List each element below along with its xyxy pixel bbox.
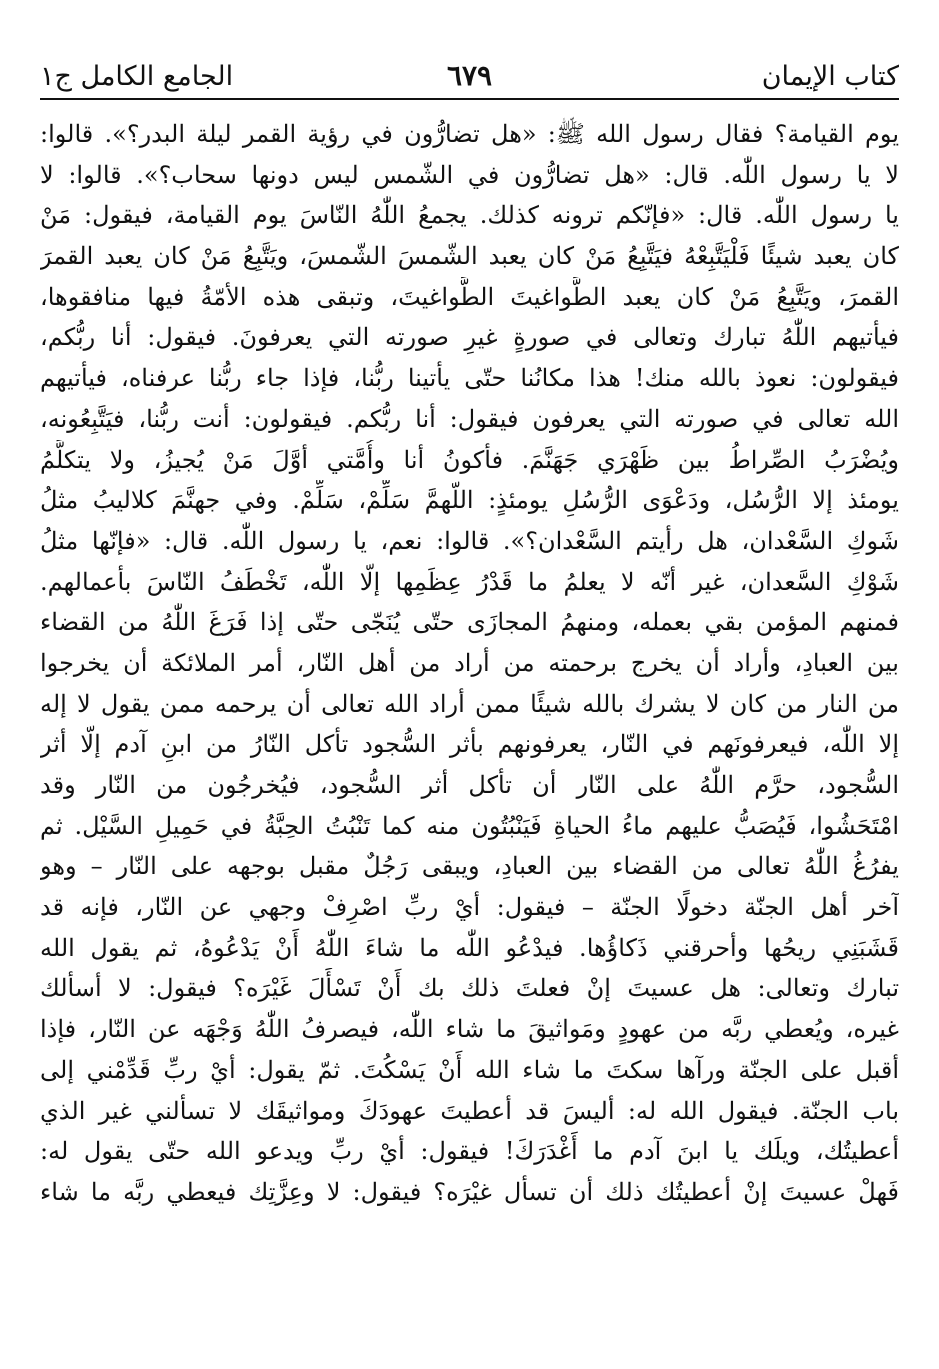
text-line: فمنهم المؤمن بقي بعمله، ومنهمُ المجازَى حتّى يُنَجّى حتّى إذا فَرَغَ اللّٰهُ من القضاء	[40, 608, 899, 637]
text-line: شَوكِ السَّعْدان، هل رأيتم السَّعْدان؟». قالوا: نعم، يا رسول اللّٰه. قال: «فإنّها مثلُ	[40, 526, 899, 555]
text-line: لا يا رسول اللّٰه. قال: «هل تضارُّون في الشّمس ليس دونها سحاب؟». قالوا: لا	[40, 160, 899, 189]
text-line: امْتَحَشُوا، فَيُصَبُّ عليهم ماءُ الحياةِ فَيَنْبُتُون منه كما تَنْبُتُ الحِبَّةُ في حَمِيلِ السَّيْل. ثم	[40, 811, 899, 840]
page-header	[40, 52, 899, 92]
text-line: بين العبادِ، وأراد أن يخرج برحمته من أراد من أهل النّار، أمر الملائكة أن يخرجوا	[40, 648, 899, 677]
text-line: باب الجنّة. فيقول الله له: أليسَ قد أعطيتَ عهودَكَ ومواثيقَك لا تسألني غير الذي	[40, 1096, 899, 1125]
text-line: فَهلْ عسيتَ إنْ أعطيتُك ذلك أن تسأل غيْرَه؟ فيقول: لا وعِزَّتِك فيعطي ربَّه ما شاء	[40, 1177, 899, 1206]
text-line: قَشَبَنِي ريحُها وأحرقني ذَكاؤُها. فيدْعُو اللّٰه ما شاءَ اللّٰهُ أَنْ يَدْعُوهُ، ثم يقول الله	[40, 933, 899, 962]
text-line: الله تعالى في صورته التي يعرفون فيقول: أنا ربُّكم. فيقولون: أنت ربُّنا، فيَتَّبِعُونه،	[40, 404, 899, 433]
text-line: فيأتيهم اللّٰهُ تبارك وتعالى في صورةٍ غيرِ صورته التي يعرفونَ. فيقول: أنا ربُّكم،	[40, 323, 899, 352]
text-line: يفرُغُ اللّٰهُ تعالى من القضاء بين العبادِ، ويبقى رَجُلٌ مقبل بوجهه على النّار – وهو	[40, 852, 899, 881]
text-line: تبارك وتعالى: هل عسيتَ إنْ فعلتَ ذلك بك أَنْ تَسْأَلَ غَيْرَه؟ فيقول: لا أسألك	[40, 974, 899, 1003]
text-line: القمرَ، ويَتَّبِعُ مَنْ كان يعبد الطَّواغيتَ الطَّواغيتَ، وتبقى هذه الأمّةُ فيها منافقوها،	[40, 282, 899, 311]
text-line: يا رسول اللّٰه. قال: «فإنّكم ترونه كذلك. يجمعُ اللّٰهُ النّاسَ يوم القيامة، فيقول: مَنْ	[40, 201, 899, 230]
text-line: غيره، ويُعطي ربَّه من عهودٍ ومَواثيقَ ما شاء اللّٰه، فيصرفُ اللّٰهُ وَجْهَه عن النّار، فإذا	[40, 1015, 899, 1044]
text-line: شَوْكِ السَّعدان، غير أنّه لا يعلمُ ما قَدْرُ عِظَمِها إلّا اللّٰه، تَخْطَفُ النّاسَ بأعمالهم.	[40, 567, 899, 596]
text-line: يومئذ إلا الرُّسُل، ودَعْوَى الرُّسُلِ يومئذٍ: اللّهمَّ سَلِّمْ، سَلِّمْ. وفي جهنَّمَ كلاليبُ مثلُ	[40, 486, 899, 515]
header-rule	[40, 98, 899, 100]
text-line: ويُضْرَبُ الصِّراطُ بين ظَهْرَي جَهَنَّمَ. فأكونُ أنا وأُمَّتي أوَّلَ مَنْ يُجيزُ، ولا يتكلَّمُ	[40, 445, 899, 474]
page-number: ٦٧٩	[446, 59, 493, 92]
text-line: أعطيتُك، ويلَك يا ابنَ آدم ما أَغْدَرَكَ! فيقول: أيْ ربِّ ويدعو الله حتّى يقول له:	[40, 1137, 899, 1166]
text-line: آخر أهل الجنّة دخولًا الجنّة – فيقول: أيْ ربِّ اصْرِفْ وجهي عن النّار، فإنه قد	[40, 893, 899, 922]
text-line: أقبل على الجنّة ورآها سكتَ ما شاء الله أَنْ يَسْكُتَ. ثمّ يقول: أيْ ربِّ قَدِّمْني إلى	[40, 1055, 899, 1084]
running-head-book-title: كتاب الإيمان	[761, 61, 899, 92]
running-head-collection: الجامع الكامل ج١	[40, 61, 234, 92]
text-line: فيقولون: نعوذ بالله منك! هذا مكانُنا حتّى يأتينا ربُّنا، فإذا جاء ربُّنا عرفناه، فيأتيهم	[40, 364, 899, 393]
text-line: إلا اللّٰه، فيعرفونَهم في النّار، يعرفونهم بأثر السُّجود تأكل النّارُ من ابنِ آدم إلّا أثر	[40, 730, 899, 759]
text-line: من النار من كان لا يشرك بالله شيئًا ممن أراد الله تعالى أن يرحمه ممن يقول لا إله	[40, 689, 899, 718]
body-text	[40, 114, 899, 1361]
text-line: السُّجود، حرَّم اللّٰهُ على النّار أن تأكل أثر السُّجود، فيُخرجُون من النّار وقد	[40, 771, 899, 799]
text-line: يوم القيامة؟ فقال رسول الله ﷺ: «هل تضارُّون في رؤية القمر ليلة البدر؟». قالوا:	[40, 120, 899, 148]
text-line: كان يعبد شيئًا فَلْيَتَّبِعْهُ فيَتَّبِعُ مَنْ كان يعبد الشّمسَ الشّمسَ، ويَتَّبِعُ مَنْ كان يعبد القمرَ	[40, 242, 899, 271]
